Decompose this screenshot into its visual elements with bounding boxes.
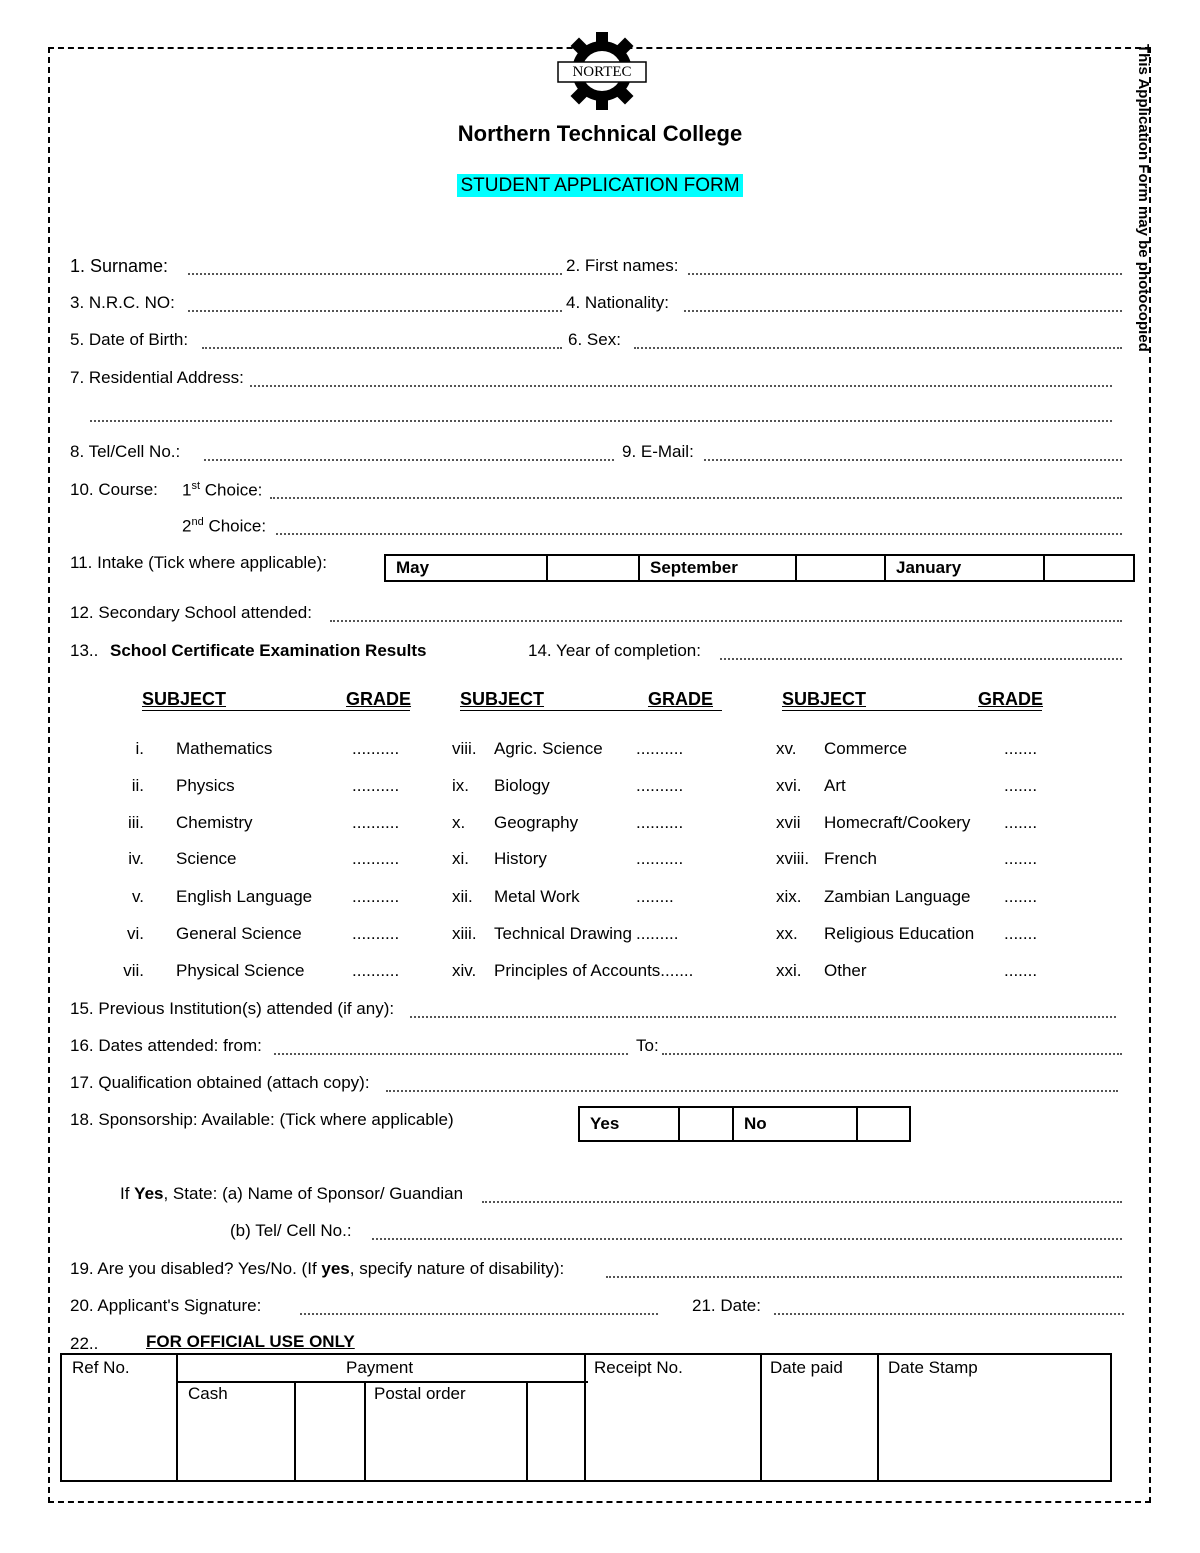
subject-number: xvii — [776, 813, 801, 832]
dates-from-label: 16. Dates attended: from: — [70, 1036, 262, 1055]
subject-number: iv. — [128, 849, 144, 868]
intake-september-checkbox[interactable] — [796, 555, 885, 581]
disability-question-text: 19. Are you disabled? Yes/No. (If — [70, 1259, 322, 1278]
subject-grade-field[interactable]: ....... — [1004, 849, 1038, 868]
subject-name: Chemistry — [176, 813, 253, 832]
sponsorship-no-label: No — [733, 1107, 857, 1141]
date-paid-header: Date paid — [770, 1358, 843, 1377]
subject-grade-field[interactable]: .......... — [636, 813, 684, 832]
nationality-label: 4. Nationality: — [566, 293, 669, 312]
official-table-divider — [526, 1381, 528, 1480]
subject-grade-field[interactable]: .......... — [352, 739, 400, 758]
dates-to-label: To: — [636, 1036, 659, 1055]
official-table-divider — [584, 1355, 586, 1480]
subject-number: i. — [135, 739, 144, 758]
logo-text: NORTEC — [572, 64, 632, 80]
subject-number: ix. — [452, 776, 469, 795]
subject-number: xi. — [452, 849, 469, 868]
subject-number: x. — [452, 813, 466, 832]
qualification-label: 17. Qualification obtained (attach copy): — [70, 1073, 370, 1092]
subject-number: xix. — [776, 887, 802, 906]
year-completion-label: 14. Year of completion: — [528, 641, 701, 660]
subject-name: Art — [824, 776, 846, 795]
address-field-line1[interactable] — [250, 385, 1112, 387]
subject-header-underline-1 — [142, 710, 410, 711]
official-table-divider — [877, 1355, 879, 1480]
second-choice-label — [182, 516, 266, 537]
signature-field[interactable] — [300, 1313, 658, 1315]
subject-name: Science — [176, 849, 237, 868]
subject-header-1: SUBJECT — [142, 689, 227, 709]
subject-name: Commerce — [824, 739, 908, 758]
year-completion-field[interactable] — [720, 658, 1122, 660]
subject-number: vi. — [127, 924, 144, 943]
subject-name: Homecraft/Cookery — [824, 813, 971, 832]
sponsor-state-text: , State: (a) Name of Sponsor/ Guandian — [163, 1184, 464, 1203]
subject-grade-field[interactable]: .......... — [352, 961, 400, 980]
secondary-school-field[interactable] — [330, 620, 1122, 622]
subject-number: xiii. — [452, 924, 477, 943]
subject-grade-field[interactable]: .......... — [352, 813, 400, 832]
subject-name: General Science — [176, 924, 302, 943]
disability-field[interactable] — [606, 1276, 1122, 1278]
previous-institution-field[interactable] — [410, 1016, 1116, 1018]
official-table-divider — [364, 1381, 366, 1480]
second-choice-number: 2 — [182, 516, 192, 536]
course-label: 10. Course: — [70, 480, 158, 499]
subject-grade-field[interactable]: .......... — [636, 776, 684, 795]
intake-september-label: September — [639, 555, 796, 581]
tel-label: 8. Tel/Cell No.: — [70, 442, 181, 461]
subject-number: v. — [132, 887, 144, 906]
disability-label — [70, 1259, 564, 1279]
second-choice-field[interactable] — [276, 533, 1122, 535]
sponsor-tel-field[interactable] — [372, 1238, 1122, 1240]
intake-table — [384, 554, 1135, 582]
first-choice-field[interactable] — [270, 497, 1122, 499]
sponsorship-no-checkbox[interactable] — [857, 1107, 910, 1141]
disability-yes-bold: yes — [321, 1259, 350, 1278]
secondary-school-label: 12. Secondary School attended: — [70, 603, 312, 622]
sponsor-yes-bold: Yes — [134, 1184, 164, 1203]
subject-number: xviii. — [776, 849, 810, 868]
second-choice-text: Choice: — [203, 516, 267, 536]
subject-header-3: SUBJECT — [782, 689, 867, 709]
form-title-text: STUDENT APPLICATION FORM — [457, 174, 742, 197]
first-choice-superscript: st — [191, 480, 201, 492]
subject-grade-field[interactable]: .......... — [636, 849, 684, 868]
first-names-field[interactable] — [688, 273, 1122, 275]
grade-header-3: GRADE — [978, 689, 1044, 709]
subject-name: History — [494, 849, 547, 868]
subject-name: Zambian Language — [824, 887, 971, 906]
subject-name: Agric. Science — [494, 739, 603, 758]
subject-name: Physical Science — [176, 961, 305, 980]
sponsorship-label: 18. Sponsorship: Available: (Tick where applicable) — [70, 1110, 454, 1129]
tel-field[interactable] — [204, 459, 614, 461]
nrc-field[interactable] — [188, 310, 562, 312]
dob-label: 5. Date of Birth: — [70, 330, 189, 349]
exam-results-label: School Certificate Examination Results — [110, 641, 427, 660]
subject-header-underline-3 — [782, 710, 1042, 711]
sponsorship-table — [578, 1106, 911, 1142]
subject-number: iii. — [127, 813, 144, 832]
subject-name: Geography — [494, 813, 579, 832]
disability-specify-text: , specify nature of disability): — [349, 1259, 565, 1278]
subject-name: English Language — [176, 887, 313, 906]
subject-number: xvi. — [776, 776, 802, 795]
date-field[interactable] — [774, 1313, 1124, 1315]
subject-name: Mathematics — [176, 739, 273, 758]
payment-header: Payment — [346, 1358, 414, 1377]
first-choice-text: Choice: — [200, 480, 263, 500]
sex-label: 6. Sex: — [568, 330, 621, 349]
subject-number: ii. — [131, 776, 144, 795]
date-stamp-header: Date Stamp — [888, 1358, 978, 1377]
exam-results-number: 13.. — [70, 641, 99, 660]
subject-number: xii. — [452, 887, 473, 906]
subject-grade-field[interactable]: .......... — [352, 849, 400, 868]
subject-grade-field[interactable]: .......... — [352, 776, 400, 795]
signature-label: 20. Applicant's Signature: — [70, 1296, 262, 1315]
email-field[interactable] — [704, 459, 1122, 461]
official-use-table — [60, 1353, 1112, 1482]
subject-grade-field[interactable]: ....... — [1004, 739, 1038, 758]
surname-label: 1. Surname: — [70, 256, 169, 276]
dates-to-field[interactable] — [662, 1053, 1122, 1055]
subject-name: Technical Drawing — [494, 924, 632, 943]
sponsorship-yes-label: Yes — [579, 1107, 679, 1141]
subject-header-2: SUBJECT — [460, 689, 545, 709]
subject-name: Religious Education — [824, 924, 975, 943]
sponsor-tel-label: (b) Tel/ Cell No.: — [230, 1221, 352, 1240]
intake-may-label: May — [385, 555, 547, 581]
first-choice-number: 1 — [182, 480, 192, 500]
address-field-line2[interactable] — [90, 420, 1112, 422]
intake-label: 11. Intake (Tick where applicable): — [70, 553, 328, 572]
subject-grade-field[interactable]: .......... — [352, 924, 400, 943]
sponsorship-yes-checkbox[interactable] — [679, 1107, 733, 1141]
sponsor-if-text: If — [120, 1184, 135, 1203]
subject-grade-field[interactable]: ........ — [636, 887, 674, 906]
subject-grade-field[interactable]: ......... — [636, 924, 679, 943]
subject-name: Biology — [494, 776, 550, 795]
subject-name: Principles of Accounts....... — [494, 961, 694, 980]
subject-grade-field[interactable]: ....... — [1004, 961, 1038, 980]
second-choice-superscript: nd — [191, 516, 204, 528]
previous-institution-label: 15. Previous Institution(s) attended (if any): — [70, 999, 395, 1018]
intake-january-checkbox[interactable] — [1044, 555, 1134, 581]
college-name: Northern Technical College — [457, 121, 743, 146]
grade-header-1: GRADE — [346, 689, 412, 709]
subject-name: French — [824, 849, 877, 868]
subject-grade-field[interactable]: ....... — [1004, 776, 1038, 795]
official-table-divider — [760, 1355, 762, 1480]
nationality-field[interactable] — [684, 310, 1122, 312]
subject-name: Metal Work — [494, 887, 580, 906]
official-table-divider — [176, 1355, 178, 1480]
intake-january-label: January — [885, 555, 1044, 581]
dob-field[interactable] — [202, 347, 562, 349]
sponsor-name-label — [120, 1184, 463, 1204]
subject-grade-field[interactable]: .......... — [352, 887, 400, 906]
cash-header: Cash — [188, 1384, 228, 1403]
ref-no-header: Ref No. — [72, 1358, 130, 1377]
subject-name: Other — [824, 961, 867, 980]
date-label: 21. Date: — [692, 1296, 761, 1315]
subject-grade-field[interactable]: ....... — [1004, 924, 1038, 943]
sex-field[interactable] — [634, 347, 1122, 349]
first-choice-label — [182, 480, 262, 501]
receipt-no-header: Receipt No. — [594, 1358, 683, 1377]
official-table-divider — [294, 1381, 296, 1480]
subject-number: viii. — [452, 739, 477, 758]
photocopy-note: This Application Form may be photocopied — [1135, 44, 1152, 352]
subject-number: vii. — [123, 961, 144, 980]
intake-may-checkbox[interactable] — [547, 555, 639, 581]
subject-grade-field[interactable]: .......... — [636, 739, 684, 758]
first-names-label: 2. First names: — [566, 256, 679, 275]
subject-number: xiv. — [452, 961, 477, 980]
subject-number: xxi. — [776, 961, 802, 980]
subject-name: Physics — [176, 776, 235, 795]
qualification-field[interactable] — [386, 1090, 1118, 1092]
surname-field[interactable] — [188, 273, 562, 275]
form-title — [0, 175, 1200, 197]
nrc-label: 3. N.R.C. NO: — [70, 293, 175, 312]
subject-header-underline-2 — [460, 710, 722, 711]
dates-from-field[interactable] — [274, 1053, 628, 1055]
subject-number: xv. — [776, 739, 797, 758]
official-use-number: 22.. — [70, 1334, 99, 1353]
subject-grade-field[interactable]: ....... — [1004, 887, 1038, 906]
postal-order-header: Postal order — [374, 1384, 466, 1403]
sponsor-name-field[interactable] — [482, 1201, 1122, 1203]
email-label: 9. E-Mail: — [622, 442, 694, 461]
subject-grade-field[interactable]: ....... — [1004, 813, 1038, 832]
grade-header-2: GRADE — [648, 689, 714, 709]
subject-number: xx. — [776, 924, 798, 943]
official-use-heading: FOR OFFICIAL USE ONLY — [146, 1332, 355, 1351]
address-label: 7. Residential Address: — [70, 368, 244, 387]
